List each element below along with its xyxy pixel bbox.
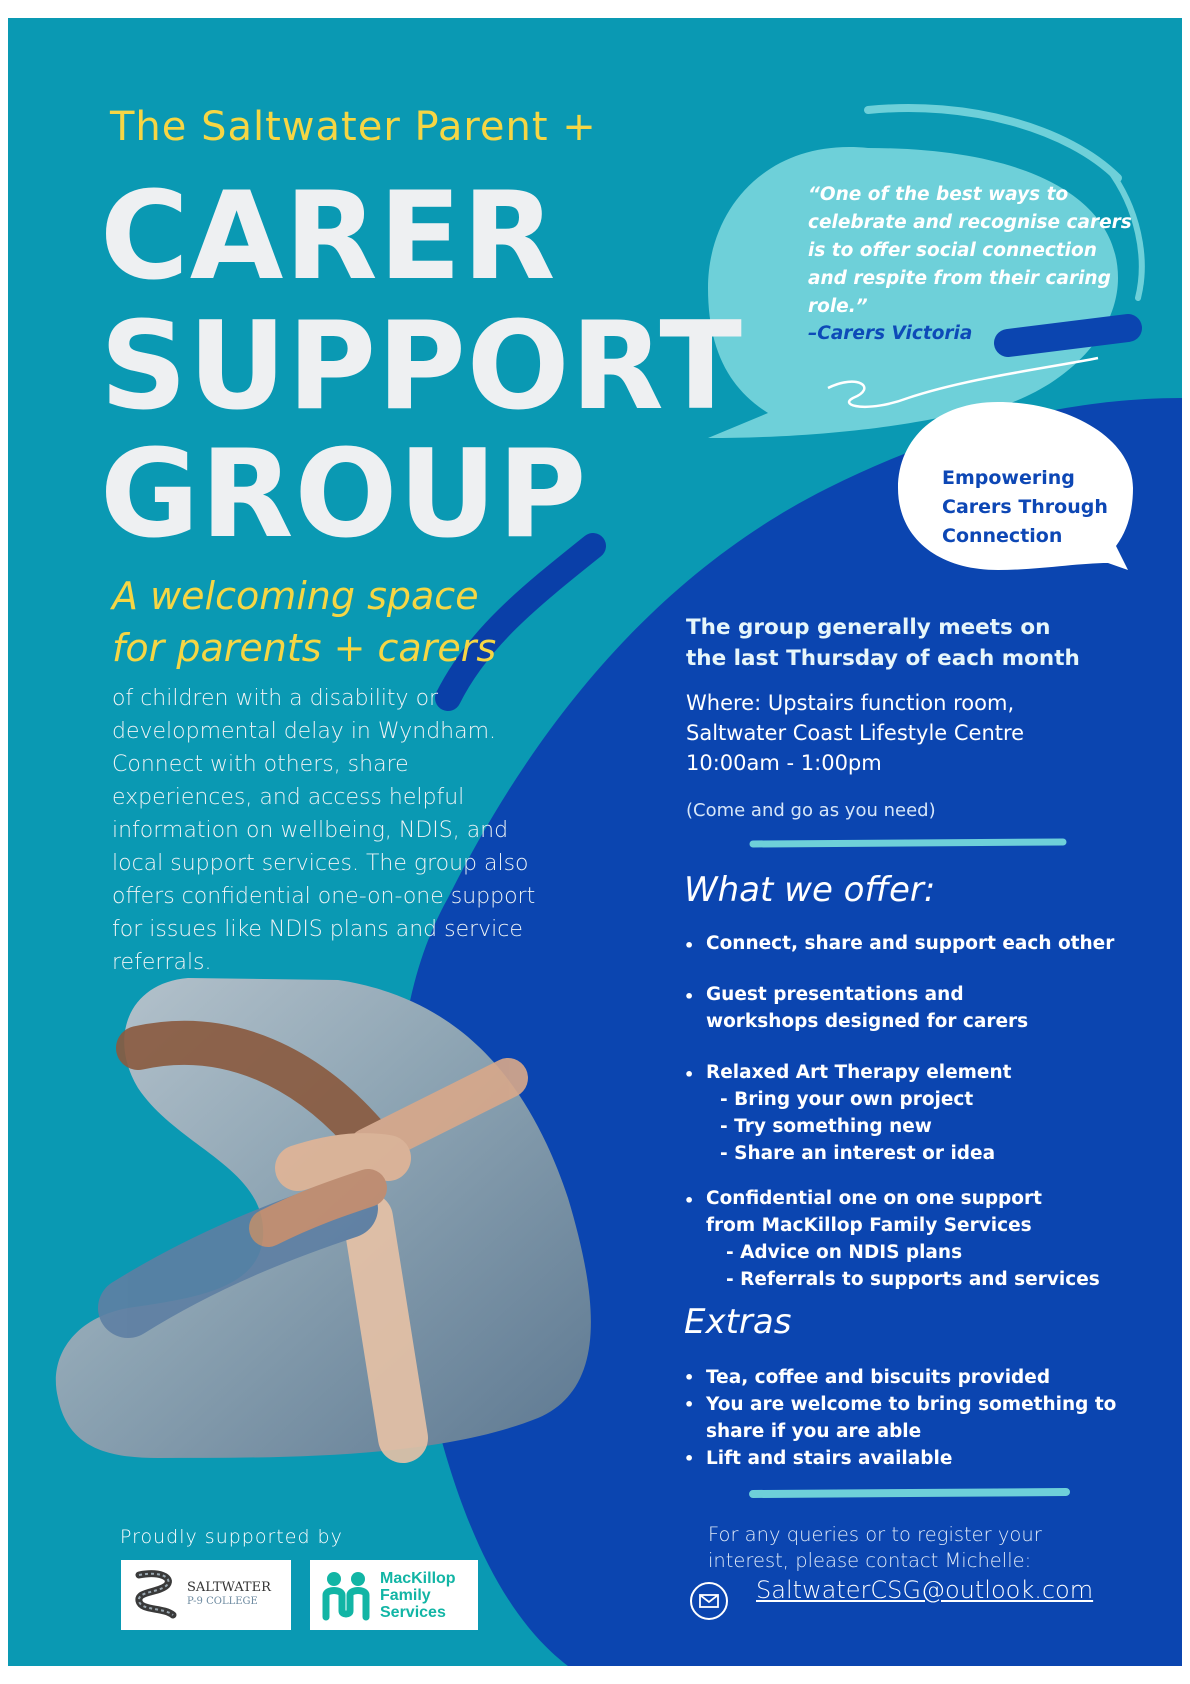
empower-line: Empowering bbox=[942, 467, 1075, 489]
saltwater-emblem-icon bbox=[129, 1567, 181, 1623]
time-line: 10:00am - 1:00pm bbox=[686, 751, 882, 775]
poster bbox=[8, 18, 1182, 1666]
intro-text: of children with a disability or developmental delay in Wyndham. Connect with others, share experiences, and access helpful information on wellbeing, NDIS, and local support services. The group also offers confidential one-on-one support for issues like NDIS plans and service referrals. bbox=[112, 686, 536, 975]
offer-line: Connect, share and support each other bbox=[706, 933, 1115, 954]
quote-text: “One of the best ways to celebrate and recognise carers is to offer social connection and respite from their caring role.” bbox=[808, 184, 1132, 317]
title-line-support: SUPPORT bbox=[100, 296, 743, 437]
offer-item bbox=[684, 1059, 1154, 1167]
kicker: The Saltwater Parent + bbox=[110, 104, 597, 150]
offer-line: Guest presentations and bbox=[706, 984, 964, 1005]
extras-item: • Tea, coffee and biscuits provided bbox=[684, 1364, 1154, 1391]
brush-streak bbox=[448, 546, 593, 698]
offer-sub-item: - Bring your own project bbox=[720, 1089, 974, 1110]
offer-item bbox=[684, 1185, 1154, 1293]
schedule-line: The group generally meets on bbox=[686, 615, 1051, 640]
saltwater-logo-name: SALTWATER bbox=[187, 1580, 271, 1595]
empower-bubble-text bbox=[942, 464, 1142, 551]
mackillop-logo bbox=[310, 1560, 478, 1630]
offer-sub-item: - Referrals to supports and services bbox=[726, 1269, 1100, 1290]
extras-item: • You are welcome to bring something to share if you are able bbox=[684, 1391, 1154, 1445]
meeting-location bbox=[686, 688, 1156, 778]
location-line: Where: Upstairs function room, bbox=[686, 691, 1015, 715]
sponsors-label: Proudly supported by bbox=[120, 1526, 343, 1548]
offer-line: workshops designed for carers bbox=[706, 1011, 1029, 1032]
offer-item bbox=[684, 981, 1154, 1035]
tagline-line-2: for parents + carers bbox=[112, 626, 497, 670]
mackillop-people-icon bbox=[318, 1567, 374, 1623]
extras-list bbox=[684, 1364, 1154, 1472]
offer-heading: What we offer: bbox=[684, 870, 936, 910]
schedule-line: the last Thursday of each month bbox=[686, 646, 1080, 671]
divider-brush-2 bbox=[753, 1492, 1066, 1494]
mackillop-logo-line: Services bbox=[380, 1603, 446, 1621]
saltwater-logo-sub: P-9 COLLEGE bbox=[187, 1596, 258, 1607]
tagline-line-1: A welcoming space bbox=[112, 574, 479, 618]
offer-line: Confidential one on one support bbox=[706, 1188, 1042, 1209]
extras-heading: Extras bbox=[684, 1302, 792, 1342]
mail-icon bbox=[690, 1582, 728, 1620]
offer-sub-item: - Advice on NDIS plans bbox=[726, 1242, 963, 1263]
mackillop-logo-line: Family bbox=[380, 1586, 431, 1604]
contact-email-link[interactable]: SaltwaterCSG@outlook.com bbox=[756, 1576, 1094, 1604]
offer-list bbox=[684, 930, 1154, 1293]
meeting-note: (Come and go as you need) bbox=[686, 800, 936, 821]
bubble-brush bbox=[1008, 328, 1128, 343]
title-line-carer: CARER bbox=[100, 166, 557, 307]
saltwater-college-logo bbox=[121, 1560, 291, 1630]
divider-brush-1 bbox=[753, 842, 1063, 844]
title-line-group: GROUP bbox=[100, 424, 588, 565]
mackillop-logo-line: MacKillop bbox=[380, 1569, 456, 1587]
empower-line: Carers Through bbox=[942, 496, 1108, 518]
quote-attribution: –Carers Victoria bbox=[808, 323, 973, 344]
offer-sub-item: - Share an interest or idea bbox=[720, 1143, 996, 1164]
extras-item: • Lift and stairs available bbox=[684, 1445, 1154, 1472]
offer-item bbox=[684, 930, 1154, 957]
location-line: Saltwater Coast Lifestyle Centre bbox=[686, 721, 1025, 745]
contact-text: For any queries or to register your interest, please contact Michelle: bbox=[708, 1523, 1042, 1572]
empower-line: Connection bbox=[942, 525, 1063, 547]
offer-line: Relaxed Art Therapy element bbox=[706, 1062, 1012, 1083]
offer-line: from MacKillop Family Services bbox=[706, 1215, 1032, 1236]
meeting-schedule bbox=[686, 612, 1146, 674]
offer-sub-item: - Try something new bbox=[720, 1116, 932, 1137]
